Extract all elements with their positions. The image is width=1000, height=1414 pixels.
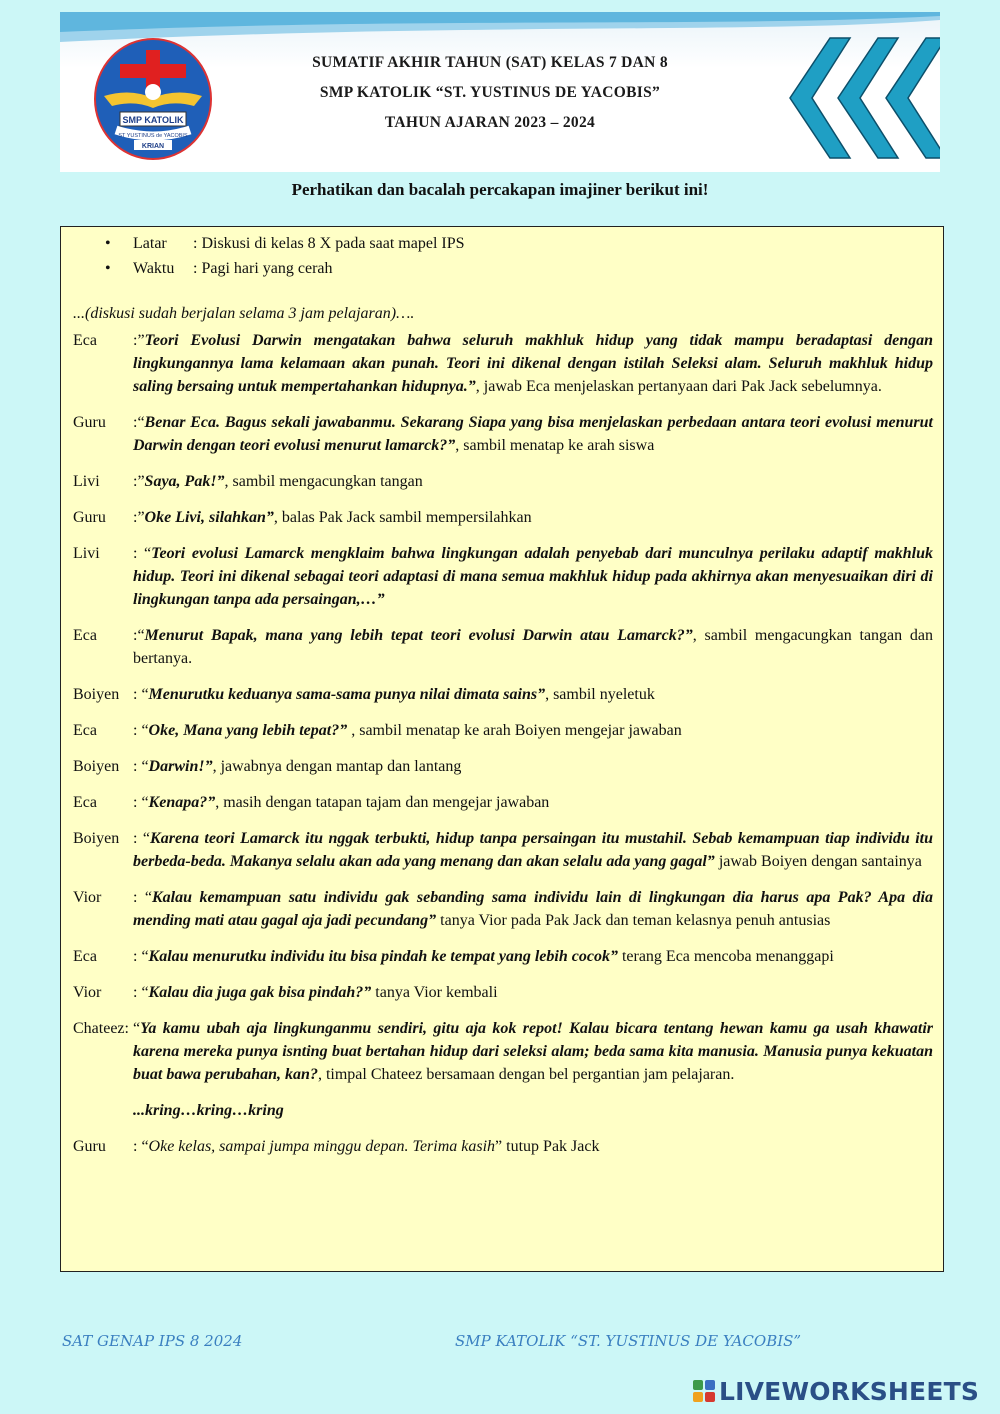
dialogue-intro: ...(diskusi sudah berjalan selama 3 jam pelajaran)…. [73,305,415,322]
liveworksheets-logo-icon [693,1380,715,1402]
turn-narration: , sambil menatap ke arah Boiyen mengejar jawaban [347,722,682,739]
logo-text-top: SMP KATOLIK [122,115,184,125]
turn-prefix: : “ [133,758,149,775]
logo-text-bottom: KRIAN [141,143,165,150]
dialogue-turn [73,945,933,968]
logo-text-mid: ST YUSTINUS de YACOBIS [118,133,188,139]
dialogue-turn-bell [73,1099,933,1122]
speaker: Livi [73,545,100,562]
speaker: Eca [73,794,97,811]
speaker: Eca [73,627,97,644]
dialogue-turn [73,827,933,873]
speaker: Eca [73,722,97,739]
speaker: Vior [73,889,102,906]
turn-narration: tanya Vior pada Pak Jack dan teman kelasnya penuh antusias [436,912,831,929]
header-banner [60,12,940,172]
dialogue-box [60,226,944,1272]
speaker: Eca [73,332,97,349]
turn-narration: terang Eca mencoba menanggapi [617,948,834,965]
instruction-heading: Perhatikan dan bacalah percakapan imajiner berikut ini! [291,180,709,199]
turn-prefix: : “ [133,948,149,965]
turn-prefix: : “ [133,794,149,811]
turn-narration: , jawab Eca menjelaskan pertanyaan dari Pak Jack sebelumnya. [475,378,882,395]
setting-item-latar [105,235,465,253]
turn-prefix: : “ [133,1138,149,1155]
speaker: Guru [73,1138,106,1155]
turn-prefix: :“ [133,414,145,431]
dialogue-turn [73,1135,933,1158]
speaker: Boiyen [73,686,120,703]
turn-quote: Kalau menurutku individu itu bisa pindah ke tempat yang lebih cocok” [148,948,618,965]
turn-quote: Karena teori Lamarck itu nggak terbukti, hidup tanpa persaingan itu mustahil. Sebab kemampuan tiap individu itu berbeda-beda. Makanya selalu akan ada yang menang dan akan selalu ada yang gagal” [133,830,934,870]
turn-prefix: :” [133,473,145,490]
speaker: Chateez: [73,1020,129,1037]
turn-quote: Saya, Pak!” [144,473,225,490]
turn-prefix: : “ [133,722,149,739]
speaker: Eca [73,948,97,965]
turn-prefix: :“ [133,627,145,644]
dialogue-turn [73,791,933,814]
setting-item-waktu [105,260,333,278]
turn-quote: Kenapa?” [148,794,216,811]
turn-prefix: : “ [133,830,151,847]
turn-narration: , jawabnya dengan mantap dan lantang [212,758,462,775]
turn-narration: jawab Boiyen dengan santainya [714,853,922,870]
dialogue-turns [73,329,933,1171]
turn-narration: , sambil mengacungkan tangan [224,473,423,490]
dialogue-turn [73,683,933,706]
turn-quote: Oke kelas, sampai jumpa minggu depan. Terima kasih [148,1138,496,1155]
turn-quote: Menurutku keduanya sama-sama punya nilai dimata sains” [148,686,546,703]
turn-narration: , sambil nyeletuk [545,686,655,703]
turn-prefix: :” [133,332,145,349]
turn-prefix: : “ [133,545,152,562]
turn-narration: ” tutup Pak Jack [495,1138,600,1155]
school-logo [90,36,216,162]
speaker: Boiyen [73,830,120,847]
turn-prefix: : “ [133,984,149,1001]
speaker: Vior [73,984,102,1001]
dialogue-turn [73,542,933,611]
liveworksheets-watermark [693,1376,979,1406]
dialogue-turn [73,981,933,1004]
turn-prefix: : “ [133,686,149,703]
turn-narration: , balas Pak Jack sambil mempersilahkan [273,509,532,526]
turn-quote: Oke Livi, silahkan” [144,509,274,526]
footer-right: SMP KATOLIK “ST. YUSTINUS DE YACOBIS” [455,1332,802,1350]
banner-line-2: SMP KATOLIK “ST. YUSTINUS DE YACOBIS” [319,84,661,101]
turn-quote: Benar Eca. Bagus sekali jawabanmu. Sekarang Siapa yang bisa menjelaskan perbedaan antara teori evolusi menurut Darwin dengan teori evolusi menurut lamarck?” [133,414,933,454]
dialogue-turn [73,470,933,493]
speaker: Guru [73,414,106,431]
turn-narration: tanya Vior kembali [371,984,498,1001]
speaker: Boiyen [73,758,120,775]
turn-prefix: “ [133,1020,141,1037]
dialogue-turn [73,506,933,529]
turn-quote: Oke, Mana yang lebih tepat?” [148,722,348,739]
bullet-icon: • [105,235,111,252]
setting-value: : Diskusi di kelas 8 X pada saat mapel IPS [193,235,465,252]
turn-narration: , sambil mengacungkan tangan dan bertanya. [133,627,934,667]
turn-prefix: :” [133,509,145,526]
banner-line-1: SUMATIF AKHIR TAHUN (SAT) KELAS 7 DAN 8 [312,54,668,71]
turn-quote: Darwin!” [148,758,213,775]
liveworksheets-text: LIVEWORKSHEETS [719,1376,980,1406]
speaker: Livi [73,473,100,490]
turn-narration: , masih dengan tatapan tajam dan mengejar jawaban [215,794,550,811]
dialogue-turn [73,329,933,398]
dialogue-turn [73,1017,933,1086]
turn-prefix: : “ [133,889,152,906]
setting-value: : Pagi hari yang cerah [193,260,333,277]
footer-left: SAT GENAP IPS 8 2024 [62,1332,243,1350]
banner-line-3: TAHUN AJARAN 2023 – 2024 [384,114,596,131]
dialogue-turn [73,719,933,742]
turn-narration: , sambil menatap ke arah siswa [455,437,655,454]
dialogue-turn [73,411,933,457]
dialogue-turn [73,886,933,932]
turn-quote: Teori evolusi Lamarck mengklaim bahwa lingkungan adalah penyebab dari munculnya perilaku adaptif makhluk hidup. Teori ini dikenal sebagai teori adaptasi di mana semua makhluk hidup pada akhirnya akan menyesuaikan diri di lingkungan tanpa ada persaingan,…” [133,545,934,608]
turn-quote: ...kring…kring…kring [133,1102,284,1119]
dialogue-turn [73,755,933,778]
turn-quote: Kalau dia juga gak bisa pindah?” [148,984,372,1001]
chevron-arrows-icon [760,30,940,165]
turn-quote: Kalau kemampuan satu individu gak sebanding sama individu lain di lingkungan dia harus apa Pak? Apa dia mending mati atau gagal aja jadi pecundang” [133,889,934,929]
turn-quote: Teori Evolusi Darwin mengatakan bahwa seluruh makhluk hidup yang tidak mampu beradaptasi dengan lingkungannya lama kelamaan akan punah. Teori ini dikenal dengan istilah Seleksi alam. Seluruh makhluk hidup saling bersaing untuk mempertahankan hidupnya.” [133,332,933,395]
setting-key: Waktu [133,260,175,277]
turn-quote: Ya kamu ubah aja lingkunganmu sendiri, gitu aja kok repot! Kalau bicara tentang hewan kamu ga usah khawatir karena mereka punya isnting buat bertahan hidup dari seleksi alam; beda sama kita manusia. Manusia punya kekuatan buat bawa perubahan, kan? [133,1020,933,1083]
banner-title [210,48,770,138]
speaker: Guru [73,509,106,526]
bullet-icon: • [105,260,111,277]
turn-quote: Menurut Bapak, mana yang lebih tepat teori evolusi Darwin atau Lamarck?” [144,627,693,644]
dialogue-turn [73,624,933,670]
setting-key: Latar [133,235,167,252]
turn-narration: , timpal Chateez bersamaan dengan bel pergantian jam pelajaran. [317,1066,735,1083]
